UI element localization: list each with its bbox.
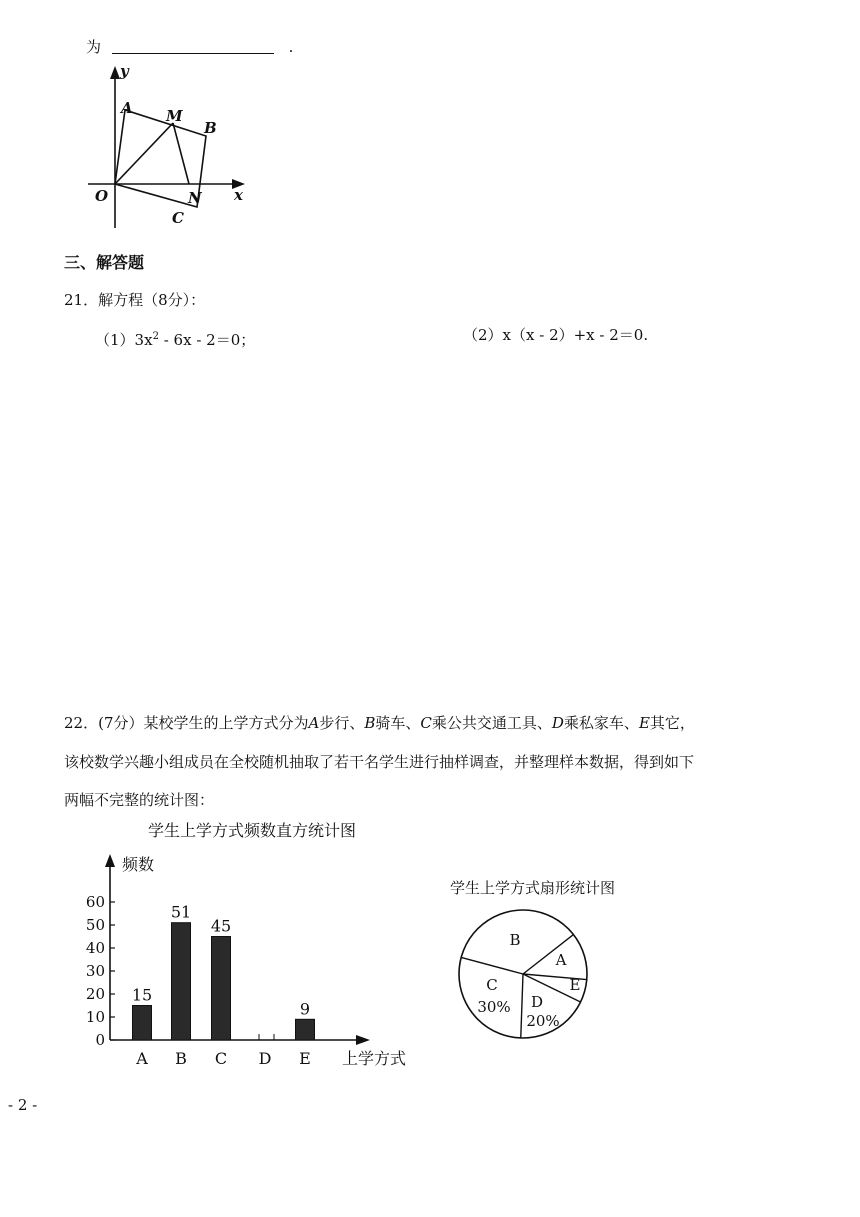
q21-part2 [463, 324, 648, 345]
q21-part1 [95, 329, 255, 350]
bar-y-tick-label: 30 [85, 962, 105, 980]
label-b: B [204, 119, 217, 137]
bar-a [133, 1006, 152, 1041]
bar-category-label: C [214, 1049, 228, 1068]
bar-y-axis-arrow [105, 854, 115, 867]
answer-prefix: 为 [86, 38, 102, 56]
bar-value-label: 51 [170, 902, 192, 922]
y-axis-arrow [110, 66, 120, 79]
q22-line3: 两幅不完整的统计图： [64, 791, 215, 809]
label-m: M [166, 107, 183, 125]
bar-b [172, 923, 191, 1040]
bar-chart [80, 850, 420, 1075]
pie-slice-percent-c: 30% [477, 998, 511, 1016]
pie-divider [461, 957, 523, 974]
q21-part1-expr-b: - 6x - 2＝0； [158, 331, 256, 349]
bar-y-tick-label: 10 [85, 1008, 105, 1026]
label-x: x [234, 186, 243, 204]
bar-value-label: 9 [299, 999, 311, 1019]
pie-slice-label-a: A [555, 951, 567, 969]
q21-part1-exponent: 2 [152, 331, 159, 342]
label-a: A [121, 99, 133, 117]
q21-part2-expr: x（x - 2）+x - 2＝0. [502, 326, 649, 344]
bar-value-label: 45 [210, 916, 232, 936]
segment-mn [173, 123, 189, 184]
pie-chart-title: 学生上学方式扇形统计图 [450, 879, 616, 897]
label-n: N [188, 189, 202, 207]
pie-slice-percent-d: 20% [526, 1012, 560, 1030]
bar-value-label: 15 [131, 985, 153, 1005]
bar-y-tick-label: 40 [85, 939, 105, 957]
bar-x-axis-arrow [356, 1035, 370, 1045]
answer-suffix: . [288, 38, 294, 56]
pie-slice-label-e: E [569, 976, 581, 994]
bar-y-tick-label: 50 [85, 916, 105, 934]
bar-chart-title: 学生上学方式频数直方统计图 [148, 821, 357, 840]
pie-chart [455, 905, 595, 1045]
bar-category-label: E [299, 1049, 311, 1068]
label-y: y [120, 62, 129, 80]
segment-om [115, 123, 173, 184]
bar-x-label: 上学方式 [342, 1049, 407, 1068]
section-title: 三、解答题 [64, 253, 145, 272]
geometry-figure [84, 58, 259, 228]
bar-y-tick-label: 0 [95, 1031, 105, 1049]
q21-part1-expr-a: 3x [134, 331, 153, 349]
bar-y-tick-label: 20 [85, 985, 105, 1003]
q22-line2: 该校数学兴趣小组成员在全校随机抽取了若干名学生进行抽样调查，并整理样本数据，得到如下 [64, 753, 695, 771]
label-c: C [172, 209, 184, 227]
bar-e [296, 1019, 315, 1040]
q21-part1-label: （1） [95, 331, 135, 349]
answer-line-row [86, 36, 293, 57]
q21-stem: 21．解方程（8分）： [64, 291, 206, 309]
page-number: - 2 - [8, 1096, 38, 1114]
bar-y-label: 频数 [122, 855, 155, 874]
pie-slice-label-d: D [530, 993, 544, 1011]
bar-category-label: B [175, 1049, 187, 1068]
answer-blank [112, 53, 274, 54]
bar-y-tick-label: 60 [85, 893, 105, 911]
q22-line1: 22．(7分）某校学生的上学方式分为A步行、B骑车、C乘公共交通工具、D乘私家车、E其它， [64, 714, 695, 732]
bar-category-label: A [136, 1049, 148, 1068]
pie-slice-label-b: B [509, 931, 521, 949]
bar-c [212, 937, 231, 1041]
pie-slice-label-c: C [486, 976, 498, 994]
q21-part2-label: （2） [463, 326, 503, 344]
label-o: O [95, 187, 109, 205]
pie-divider [521, 974, 523, 1038]
bar-category-label: D [258, 1049, 272, 1068]
